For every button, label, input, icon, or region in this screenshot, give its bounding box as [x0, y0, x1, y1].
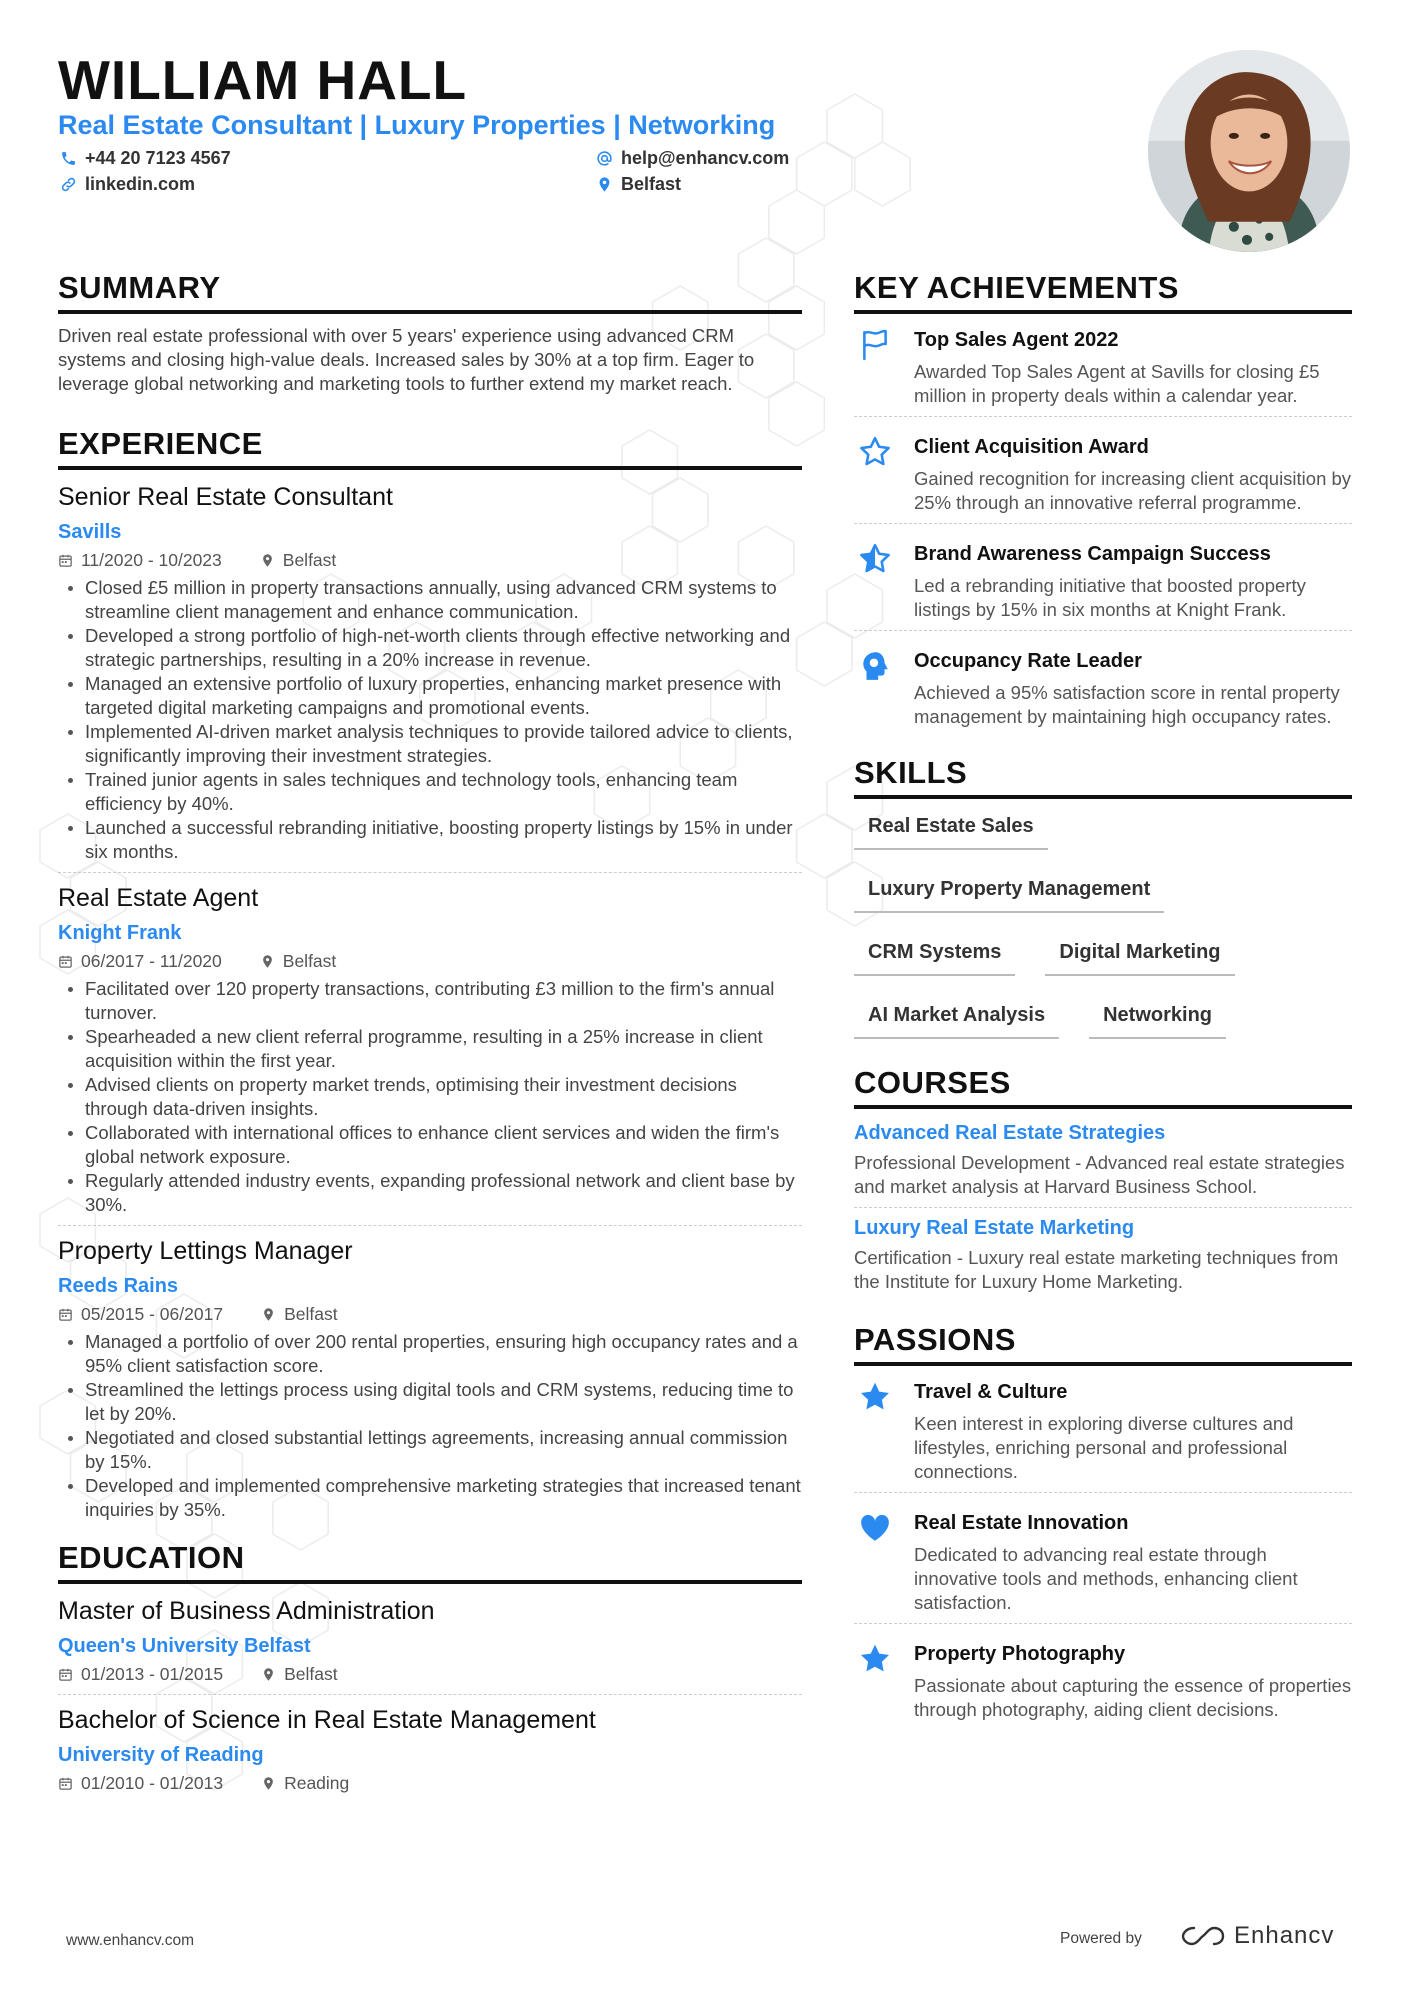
bullet-item: Trained junior agents in sales techniques and technology tools, enhancing team efficiency by 40%. — [58, 768, 802, 816]
experience-list — [58, 480, 802, 1522]
meta-row — [58, 548, 802, 572]
item-title: Real Estate Innovation — [914, 1512, 1129, 1534]
headline: Real Estate Consultant | Luxury Properties | Networking — [58, 110, 776, 140]
education-item — [58, 1594, 802, 1686]
education-list — [58, 1594, 802, 1795]
right-column — [854, 270, 1352, 1722]
achievements-list — [854, 316, 1352, 729]
passions-item — [854, 1499, 1352, 1615]
divider — [58, 1694, 802, 1695]
skill-tag: Luxury Property Management — [854, 872, 1164, 913]
divider — [854, 1207, 1352, 1208]
education-item — [58, 1703, 802, 1795]
footer-url[interactable]: www.enhancv.com — [66, 1932, 195, 1949]
bullet-item: Managed a portfolio of over 200 rental properties, ensuring high occupancy rates and a 95% client satisfaction score. — [58, 1330, 802, 1378]
degree: Bachelor of Science in Real Estate Management — [58, 1706, 596, 1734]
item-description: Passionate about capturing the essence of properties through photography, aiding client decisions. — [914, 1675, 1352, 1720]
date-range: 05/2015 - 06/2017 — [81, 1304, 224, 1324]
star-icon — [858, 1380, 892, 1484]
calendar-icon — [58, 553, 73, 568]
achievements-item — [854, 423, 1352, 515]
passions-title: PASSIONS — [854, 1322, 1352, 1366]
item-title: Top Sales Agent 2022 — [914, 329, 1119, 351]
bullet-item: Launched a successful rebranding initiative, boosting property listings by 15% in under six months. — [58, 816, 802, 864]
location: Belfast — [284, 1304, 338, 1324]
summary-text: Driven real estate professional with over 5 years' experience using advanced CRM systems and closing high-value deals. Increased sales by 30% at a top firm. Eager to leverage global networking and marketing tools to further extend my market reach. — [58, 325, 755, 394]
phone-icon — [60, 150, 77, 167]
experience-item — [58, 881, 802, 1217]
achievements-item — [854, 316, 1352, 408]
bullet-item: Developed and implemented comprehensive marketing strategies that increased tenant inquiries by 35%. — [58, 1474, 802, 1522]
course-item — [854, 1119, 1352, 1199]
linkedin-text: linkedin.com — [85, 174, 196, 194]
course-description: Professional Development - Advanced real estate strategies and market analysis at Harvard Business School. — [854, 1152, 1345, 1197]
bullet-list — [58, 1330, 802, 1522]
bullet-item: Streamlined the lettings process using digital tools and CRM systems, reducing time to let by 20%. — [58, 1378, 802, 1426]
bullet-list — [58, 977, 802, 1217]
location: Belfast — [284, 1664, 338, 1684]
item-title: Property Photography — [914, 1643, 1126, 1665]
courses-list — [854, 1119, 1352, 1294]
bullet-list — [58, 576, 802, 864]
meta-row — [58, 1771, 802, 1795]
job-title: Property Lettings Manager — [58, 1237, 353, 1265]
location: Belfast — [282, 550, 337, 570]
phone-text: +44 20 7123 4567 — [85, 148, 231, 168]
divider — [854, 1623, 1352, 1624]
item-description: Led a rebranding initiative that boosted property listings by 15% in six months at Knight Frank. — [914, 575, 1306, 620]
school-name[interactable]: Queen's University Belfast — [58, 1635, 311, 1657]
achievements-item — [854, 530, 1352, 622]
company-name[interactable]: Knight Frank — [58, 922, 182, 944]
skill-tag: Real Estate Sales — [854, 809, 1048, 850]
divider — [58, 1225, 802, 1226]
course-title[interactable]: Luxury Real Estate Marketing — [854, 1217, 1135, 1239]
location-pin-icon — [596, 176, 613, 193]
star-outline-icon — [858, 435, 892, 515]
location: Reading — [284, 1773, 350, 1793]
experience-title: EXPERIENCE — [58, 426, 802, 470]
enhancv-logo-icon — [1180, 1924, 1226, 1948]
skill-tag: AI Market Analysis — [854, 998, 1059, 1039]
location: Belfast — [282, 951, 337, 971]
bullet-item: Collaborated with international offices to enhance client services and widen the firm's global network exposure. — [58, 1121, 802, 1169]
email-contact[interactable] — [596, 148, 789, 169]
location-pin-icon — [261, 1776, 276, 1791]
courses-title: COURSES — [854, 1065, 1352, 1109]
item-description: Achieved a 95% satisfaction score in rental property management by maintaining high occupancy rates. — [914, 682, 1340, 727]
achievements-item — [854, 637, 1352, 729]
star-half-icon — [858, 542, 892, 622]
item-description: Gained recognition for increasing client acquisition by 25% through an innovative referral programme. — [914, 468, 1352, 513]
experience-item — [58, 1234, 802, 1522]
divider — [58, 872, 802, 873]
skills-title: SKILLS — [854, 755, 1352, 799]
calendar-icon — [58, 954, 73, 969]
degree: Master of Business Administration — [58, 1597, 435, 1625]
bullet-item: Closed £5 million in property transactions annually, using advanced CRM systems to streamline client management and enhance communication. — [58, 576, 802, 624]
bullet-item: Developed a strong portfolio of high-net-worth clients through effective networking and strategic partnerships, resulting in a 20% increase in revenue. — [58, 624, 802, 672]
passions-item — [854, 1368, 1352, 1484]
company-name[interactable]: Savills — [58, 521, 122, 543]
head-icon — [858, 649, 892, 729]
item-description: Keen interest in exploring diverse cultures and lifestyles, enriching personal and professional connections. — [914, 1413, 1294, 1482]
profile-photo — [1148, 50, 1350, 252]
flag-icon — [858, 328, 892, 408]
enhancv-brand: Enhancv — [1234, 1922, 1335, 1949]
left-column — [58, 270, 802, 1795]
powered-by-label: Powered by — [1060, 1930, 1142, 1947]
at-icon — [596, 150, 613, 167]
location-pin-icon — [260, 954, 275, 969]
location-text: Belfast — [621, 174, 682, 194]
calendar-icon — [58, 1776, 73, 1791]
calendar-icon — [58, 1667, 73, 1682]
job-title: Real Estate Agent — [58, 884, 259, 912]
meta-row — [58, 1662, 802, 1686]
divider — [854, 523, 1352, 524]
skills-list — [854, 809, 1352, 1039]
bullet-item: Negotiated and closed substantial lettings agreements, increasing annual commission by 15%. — [58, 1426, 802, 1474]
location-contact — [596, 174, 681, 195]
date-range: 01/2010 - 01/2013 — [81, 1773, 224, 1793]
date-range: 01/2013 - 01/2015 — [81, 1664, 224, 1684]
item-title: Occupancy Rate Leader — [914, 650, 1142, 672]
bullet-item: Implemented AI-driven market analysis techniques to provide tailored advice to clients, significantly improving their investment strategies. — [58, 720, 802, 768]
summary-title: SUMMARY — [58, 270, 802, 314]
bullet-item: Regularly attended industry events, expanding professional network and client base by 30%. — [58, 1169, 802, 1217]
divider — [854, 416, 1352, 417]
calendar-icon — [58, 1307, 73, 1322]
location-pin-icon — [261, 1307, 276, 1322]
job-title: Senior Real Estate Consultant — [58, 483, 393, 511]
location-pin-icon — [260, 553, 275, 568]
item-title: Travel & Culture — [914, 1381, 1068, 1403]
passions-item — [854, 1630, 1352, 1722]
meta-row — [58, 1302, 802, 1326]
item-description: Dedicated to advancing real estate through innovative tools and methods, enhancing client satisfaction. — [914, 1544, 1298, 1613]
company-name[interactable]: Reeds Rains — [58, 1275, 179, 1297]
divider — [854, 1492, 1352, 1493]
school-name[interactable]: University of Reading — [58, 1744, 264, 1766]
location-pin-icon — [261, 1667, 276, 1682]
skill-tag: Digital Marketing — [1045, 935, 1234, 976]
date-range: 06/2017 - 11/2020 — [81, 951, 222, 971]
phone-contact[interactable] — [60, 148, 231, 169]
bullet-item: Managed an extensive portfolio of luxury properties, enhancing market presence with targeted digital marketing campaigns and promotional events. — [58, 672, 802, 720]
skill-tag: Networking — [1089, 998, 1226, 1039]
course-title[interactable]: Advanced Real Estate Strategies — [854, 1122, 1166, 1144]
item-title: Brand Awareness Campaign Success — [914, 543, 1271, 565]
experience-item — [58, 480, 802, 864]
meta-row — [58, 949, 802, 973]
divider — [854, 630, 1352, 631]
course-description: Certification - Luxury real estate marketing techniques from the Institute for Luxury Home Marketing. — [854, 1247, 1339, 1292]
bullet-item: Facilitated over 120 property transactions, contributing £3 million to the firm's annual turnover. — [58, 977, 802, 1025]
item-title: Client Acquisition Award — [914, 436, 1149, 458]
email-text: help@enhancv.com — [621, 148, 790, 168]
linkedin-contact[interactable] — [60, 174, 195, 195]
star-icon — [858, 1642, 892, 1722]
achievements-title: KEY ACHIEVEMENTS — [854, 270, 1352, 314]
skill-tag: CRM Systems — [854, 935, 1015, 976]
bullet-item: Spearheaded a new client referral programme, resulting in a 25% increase in client acquisition within the first year. — [58, 1025, 802, 1073]
course-item — [854, 1214, 1352, 1294]
education-title: EDUCATION — [58, 1540, 802, 1584]
date-range: 11/2020 - 10/2023 — [81, 550, 222, 570]
link-icon — [60, 176, 77, 193]
bullet-item: Advised clients on property market trends, optimising their investment decisions through data-driven insights. — [58, 1073, 802, 1121]
passions-list — [854, 1368, 1352, 1722]
candidate-name: WILLIAM HALL — [58, 49, 468, 111]
enhancv-logo[interactable] — [1180, 1922, 1334, 1950]
heart-icon — [858, 1511, 892, 1615]
item-description: Awarded Top Sales Agent at Savills for closing £5 million in property deals within a calendar year. — [914, 361, 1320, 406]
